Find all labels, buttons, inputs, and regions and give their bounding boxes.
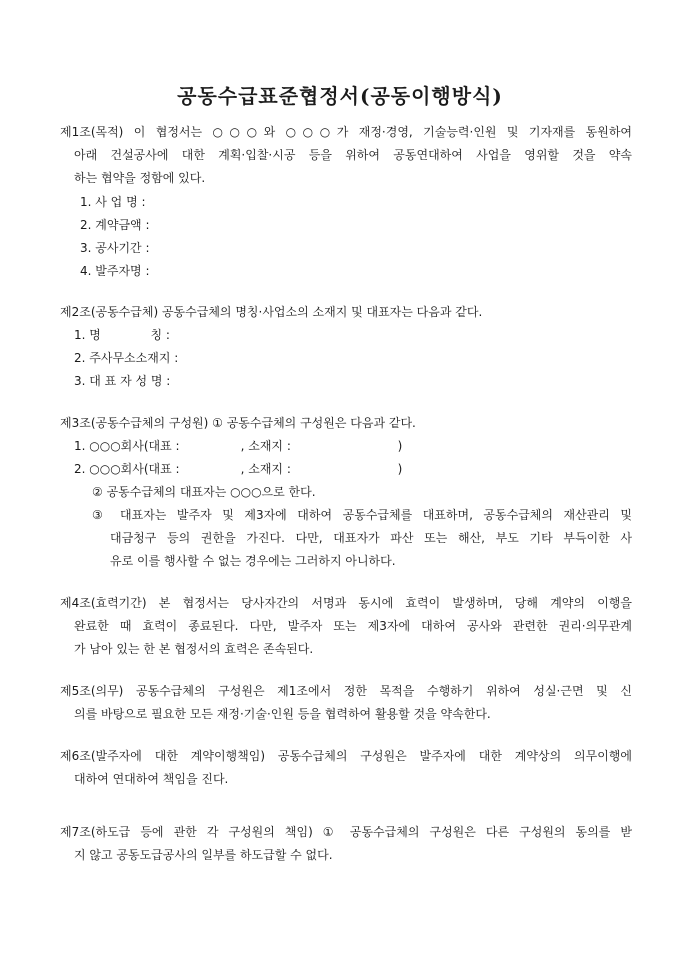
article1-line3: 하는 협약을 정함에 있다.	[74, 171, 206, 185]
article3-clause3-line1: ③ 대표자는 발주자 및 제3자에 대하여 공동수급체를 대표하며, 공동수급체의 재산관리 및	[92, 508, 632, 522]
article3-clause3-line2: 대금청구 등의 권한을 가진다. 다만, 대표자가 파산 또는 해산, 부도 기타 부득이한 사	[110, 531, 632, 545]
document-title: 공동수급표준협정서(공동이행방식)	[177, 84, 503, 108]
article4-line1: 제4조(효력기간) 본 협정서는 당사자간의 서명과 동시에 효력이 발생하며, 당해 계약의 이행을	[60, 596, 632, 610]
article5-line1: 제5조(의무) 공동수급체의 구성원은 제1조에서 정한 목적을 수행하기 위하여 성실·근면 및 신	[60, 684, 632, 698]
article4-line2: 완료한 때 효력이 종료된다. 다만, 발주자 또는 제3자에 대하여 공사와 관련한 권리·의무관계	[74, 619, 632, 633]
article1-item-project: 1. 사 업 명 :	[80, 195, 146, 209]
article5-line2: 의를 바탕으로 필요한 모든 재정·기술·인원 등을 협력하여 활용할 것을 약속한다.	[74, 707, 491, 721]
article2-item-name: 1. 명 칭 :	[74, 328, 170, 342]
article2-item-representative: 3. 대 표 자 성 명 :	[74, 374, 171, 388]
article7-line1: 제7조(하도급 등에 관한 각 구성원의 책임) ① 공동수급체의 구성원은 다른 구성원의 동의를 받	[60, 825, 632, 839]
article3-member-1: 1. ○○○회사(대표 : , 소재지 : )	[74, 439, 403, 453]
article1-line1: 제1조(목적) 이 협정서는 ○○○와 ○○○가 재정·경영, 기술능력·인원 및 기자재를 동원하여	[60, 125, 632, 139]
article2-item-office: 2. 주사무소소재지 :	[74, 351, 179, 365]
article3-member-2: 2. ○○○회사(대표 : , 소재지 : )	[74, 462, 403, 476]
article6-line2: 대하여 연대하여 책임을 진다.	[74, 772, 229, 786]
article3-clause3-line3: 유로 이를 행사할 수 없는 경우에는 그러하지 아니하다.	[110, 554, 396, 568]
article2-line1: 제2조(공동수급체) 공동수급체의 명칭·사업소의 소재지 및 대표자는 다음과 같다.	[60, 305, 483, 319]
article1-line2: 아래 건설공사에 대한 계획·입찰·시공 등을 위하여 공동연대하여 사업을 영위할 것을 약속	[74, 148, 632, 162]
article1-item-client: 4. 발주자명 :	[80, 264, 150, 278]
article3-line1: 제3조(공동수급체의 구성원) ① 공동수급체의 구성원은 다음과 같다.	[60, 416, 416, 430]
article3-clause2: ② 공동수급체의 대표자는 ○○○으로 한다.	[92, 485, 316, 499]
article7-line2: 지 않고 공동도급공사의 일부를 하도급할 수 없다.	[74, 848, 333, 862]
article1-item-amount: 2. 계약금액 :	[80, 218, 150, 232]
article6-line1: 제6조(발주자에 대한 계약이행책임) 공동수급체의 구성원은 발주자에 대한 계약상의 의무이행에	[60, 749, 632, 763]
article1-item-period: 3. 공사기간 :	[80, 241, 150, 255]
article4-line3: 가 남아 있는 한 본 협정서의 효력은 존속된다.	[74, 642, 314, 656]
